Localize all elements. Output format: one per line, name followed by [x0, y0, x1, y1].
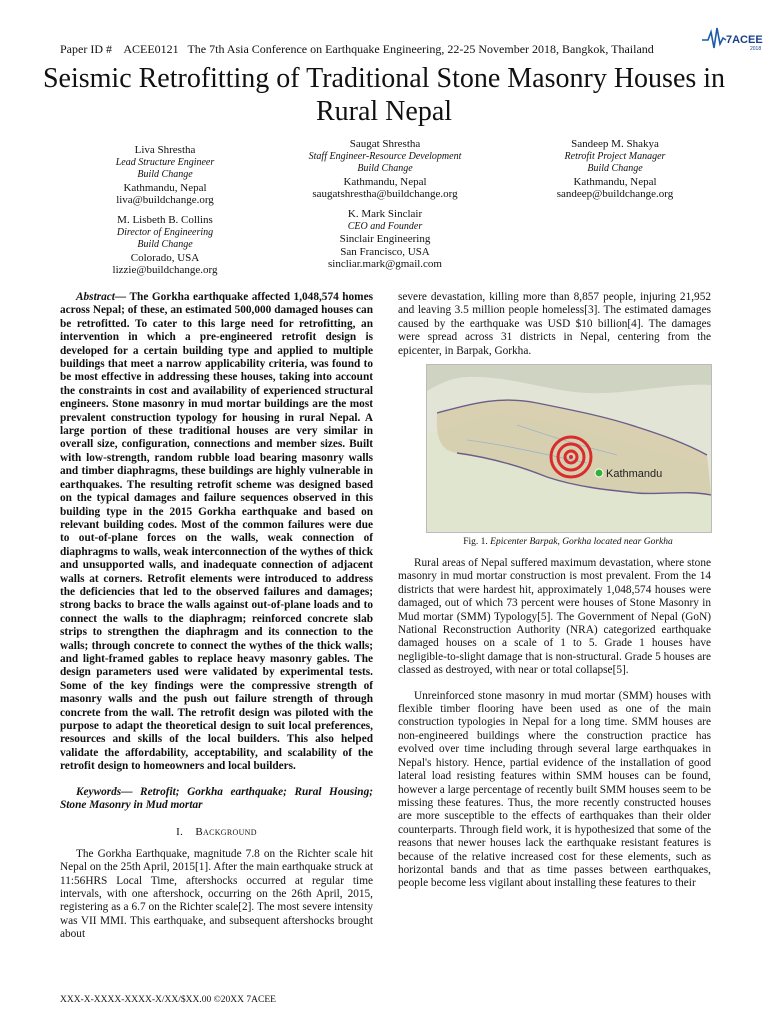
author-role: Staff Engineer-Resource Development — [308, 150, 462, 162]
author-block-4 — [70, 214, 260, 277]
author-name: K. Mark Sinclair — [347, 208, 423, 220]
author-name: Saugat Shrestha — [349, 138, 421, 150]
author-block-5 — [275, 208, 495, 271]
section-title: Background — [195, 826, 257, 839]
figure-caption — [398, 537, 738, 547]
map-graphic — [427, 365, 711, 532]
keywords: Keywords— Retrofit; Gorkha earthquake; Rural Housing; Stone Masonry in Mud mortar — [60, 785, 373, 812]
abstract-text: The Gorkha earthquake affected 1,048,574 homes across Nepal; of these, an estimated 500,000 damaged houses can be retrofitted. To cater to this large need for retrofitting, an intervention in which a pre-engineered retrofit design is developed for a certain building type and applied to multiple buildings that meet a narrow applicability criteria, was found to be most effective in addressing these houses, taking into account the constraints in cost and availability of experienced structural engineers. Stone masonry in mud mortar buildings are the most prevalent construction typology for housing in rural Nepal. A large portion of these traditional houses are very similar in overall size, configuration, connections and member sizes. Built with low-strength, random rubble load bearing masonry walls and timber diaphragms, these buildings are highly vulnerable in earthquakes. The resulting retrofit scheme was designed based on the typical damages and failure sequences observed in this building type in the 2015 Gorkha earthquake and based on relevant building codes. Most of the common failures were due to out-of-plane forces on the walls, weak connection of diaphragms to walls, weak interconnection of the wythes of thick and unsupported walls, and inadequate connection of adjacent walls at corners. Retrofit elements were introduced to address the deficiencies that led to the observed failures and damages; strong backs to brace the walls against out-of-plane loads and to connect the walls to the diaphragm; reinforced concrete slab strips to strengthen the diaphragm and its connection to the walls; through concrete to connect the wythes of the thick walls; and light-framed gables to replace heavy masonry gables. The design parameters used were validated by experimental tests. Some of the key findings were the compressive strength of masonry walls and the push out failure strength of through concrete from the wall. The retrofit design was piloted with the purpose to adapt the theoretical design to suit local preferences, resources and skills of the local builders. This also helped validate the affordability, acceptability, and scalability of the retrofit design to homeowners and local builders. — [60, 291, 373, 773]
author-location: Kathmandu, Nepal — [343, 175, 427, 188]
author-location: San Francisco, USA — [340, 245, 430, 258]
author-block-3 — [520, 138, 710, 201]
epicenter-map — [426, 364, 712, 533]
copyright-footer: XXX-X-XXXX-XXXX-X/XX/$XX.00 ©20XX 7ACEE — [60, 995, 276, 1005]
author-role: CEO and Founder — [347, 220, 423, 232]
author-org: Build Change — [587, 163, 643, 174]
section-heading — [60, 826, 373, 839]
author-name: Liva Shrestha — [134, 144, 196, 156]
author-email: sandeep@buildchange.org — [556, 188, 674, 200]
paragraph-smm: Unreinforced stone masonry in mud mortar (SMM) houses with flexible timber flooring have been used as one of the main construction typologies in Nepal for a long time. SMM houses are non-engineered buildings where the construction practice has evolved over time including through several large earthquakes in Nepal's history. Hence, partial evidence of the installation of good lateral load resisting features within SMM houses can be found, however a large percentage of recently built SMM houses seem to be missing these features. Thus, the more recently constructed houses are more susceptible to the effects of earthquakes than their older counterparts. Through field work, it is hypothesized that some of the reasons that newer houses lack the earthquake resistant features is because of the relative increased cost for these elements, such as horizontal bands and that as time passes between earthquakes, people become less vigilant about installing these features to their — [398, 689, 711, 890]
author-role: Director of Engineering — [116, 226, 214, 238]
author-block-1 — [70, 144, 260, 207]
conference-header — [60, 42, 700, 57]
conference-name: The 7th Asia Conference on Earthquake Engineering, 22-25 November 2018, Bangkok, Thailand — [187, 42, 654, 56]
author-org: Build Change — [357, 163, 413, 174]
logo-text: 7ACEE — [726, 34, 763, 46]
caption-text: Epicenter Barpak, Gorkha located near Gorkha — [490, 537, 673, 547]
author-org: Build Change — [137, 169, 193, 180]
author-role: Retrofit Project Manager — [564, 150, 666, 162]
caption-number: Fig. 1. — [463, 537, 488, 547]
author-name: M. Lisbeth B. Collins — [117, 214, 213, 226]
author-role: Lead Structure Engineer — [115, 156, 215, 168]
author-location: Kathmandu, Nepal — [123, 181, 207, 194]
conference-logo — [702, 22, 764, 56]
logo-year: 2018 — [750, 46, 762, 52]
author-email: saugatshrestha@buildchange.org — [312, 188, 458, 200]
map-label-kathmandu: Kathmandu — [606, 468, 663, 480]
author-org: Build Change — [137, 239, 193, 250]
kathmandu-marker — [595, 469, 603, 477]
paper-id-label: Paper ID # — [60, 42, 112, 56]
right-column-bottom — [398, 557, 711, 891]
author-email: lizzie@buildchange.org — [112, 264, 218, 276]
paper-title: Seismic Retrofitting of Traditional Stone Masonry Houses in Rural Nepal — [42, 63, 726, 127]
right-column-top — [398, 291, 711, 358]
author-block-2 — [275, 138, 495, 201]
left-column — [60, 291, 373, 942]
author-location: Kathmandu, Nepal — [573, 175, 657, 188]
abstract-lead: Abstract— — [76, 291, 127, 303]
author-name: Sandeep M. Shakya — [571, 138, 659, 150]
author-location: Colorado, USA — [130, 251, 200, 264]
paragraph-rural: Rural areas of Nepal suffered maximum devastation, where stone masonry in mud mortar construction is most prevalent. From the 14 districts that were hardest hit, approximately 1,048,574 houses were damaged, out of which 73 percent were houses of Stone Masonry in Mud mortar (SMM) Typology[5]. The Government of Nepal (GoN) National Reconstruction Authority (NRA) categorized earthquake damaged houses on a scale of 1 to 5. Grade 1 houses have negligible-to-slight damage that is non-structural. Grade 5 houses are classed as destroyed, with near or total collapse[5]. — [398, 557, 711, 677]
paragraph-continued: severe devastation, killing more than 8,857 people, injuring 21,952 and leaving 3.5 million people homeless[3]. The estimated damages caused by the earthquake was USD $10 billion[4]. The damages were spread across 31 districts in Nepal, centering from the epicenter, in Barpak, Gorkha. — [398, 291, 711, 357]
author-email: sincliar.mark@gmail.com — [328, 258, 442, 270]
author-org: Sinclair Engineering — [339, 233, 431, 245]
background-paragraph: The Gorkha Earthquake, magnitude 7.8 on the Richter scale hit Nepal on the 25th April, 2015[1]. After the main earthquake struck at 11:56HRS Local Time, aftershocks occurred at regular time intervals, with one aftershock, occurring on the 26th April, 2015, registering as a 6.7 on the Richter scale[2]. The most severe intensity was VII MMI. This earthquake, and subsequent aftershocks brought about — [60, 847, 373, 941]
paper-id: ACEE0121 — [123, 42, 179, 56]
author-email: liva@buildchange.org — [116, 194, 214, 206]
abstract — [60, 291, 373, 774]
section-number: I. — [176, 826, 184, 839]
